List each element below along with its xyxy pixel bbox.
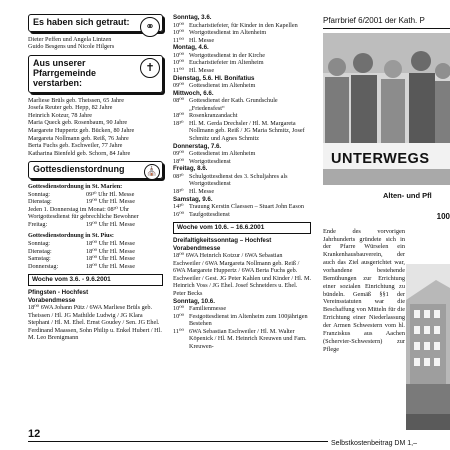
- st-pius-row: Dienstag: 18⁰⁰ Uhr Hl. Messe: [28, 247, 135, 255]
- st-marien-heading: Gottesdienstordnung in St. Marien:: [28, 183, 123, 191]
- left-column: [28, 14, 163, 342]
- day-heading: Freitag, 8.6.: [173, 165, 208, 173]
- st-pius-row: Donnerstag: 18⁰⁰ Uhr Hl. Messe: [28, 262, 135, 270]
- schedule-block: [173, 165, 311, 195]
- rings-icon: ⚭: [140, 17, 160, 37]
- pfingsten-event: 18⁰⁰ 6WA Johann Pütz / 6WA Marliese Brüls geb. Theissen / Hl. JG Mathilde Ludwig / JG Klara Stephani / Hl. M. Ehel. Ernst Goudey / Sen. JG Ehel. Ferdinand Maassen, Sohn Philip u. Enkel Hubert / Hl. M. Leo Brenigmann: [28, 304, 162, 342]
- schedule-event: 09⁰⁰ Gottesdienst im Altenheim: [173, 150, 256, 158]
- schedule-event: 18³⁰ Hl. M. Gerda Drechsler / Hl. M. Margareta Nollmann geb. Reiß / JG Maria Schmitz, Josef Schmitz und Agnes Schmitz: [173, 119, 305, 142]
- schedule-block: [173, 196, 311, 219]
- cost-note: Selbstkostenbeitrag DM 1,–: [331, 440, 417, 447]
- schedule-event: 18⁰⁰ Wortgottesdienst: [173, 157, 231, 165]
- cross-icon: ✝: [140, 58, 160, 78]
- schedule-event: 08³⁰ Schulgottesdienst des 3. Schuljahres als Wortgottesdienst: [173, 172, 288, 188]
- st-marien-row: Sonntag: 09³⁰ Uhr Hl. Messe: [28, 190, 135, 198]
- st-marien-note: Jeden 1. Donnerstag im Monat: 08³⁰ Uhr Wortgottesdienst für gebrechliche Bewohner: [28, 205, 139, 221]
- schedule-event: 10⁰⁰ Eucharistiefeier im Altenheim: [173, 59, 264, 67]
- building-photo: [406, 264, 450, 430]
- schedule-block: [173, 143, 311, 166]
- wedding-title: Es haben sich getraut:: [33, 17, 130, 27]
- week-box-middle: Woche vom 10.6. – 16.6.2001: [173, 222, 311, 234]
- wedding-box: [28, 14, 163, 32]
- vorabendmesse-heading: Vorabendmesse: [173, 244, 221, 252]
- schedule-event: 11⁰⁰ Hl. Messe: [173, 66, 215, 74]
- footer-rule: [28, 441, 328, 442]
- day-heading: Donnerstag, 7.6.: [173, 142, 222, 150]
- schedule-event: 08⁰⁰ Gottesdienst der Kath. Grundschule „Friedensfest“: [173, 97, 278, 112]
- wedding-list: Dieter Peffen und Angela Lintzen Guido Besgens und Nicole Hilgers: [28, 35, 115, 51]
- day-heading: Samstag, 9.6.: [173, 195, 213, 203]
- schedule-block: [173, 44, 311, 74]
- schedule-event: 11⁰⁰ 6WA Sebastian Eschweiler / Hl. M. Walter Köpenick / Hl. M. Heinrich Kreuwen und Fam. Kreuwen-: [173, 327, 307, 350]
- st-pius-heading: Gottesdienstordnung in St. Pius:: [28, 232, 114, 240]
- deceased-title: Aus unserer Pfarrgemeinde verstarben:: [33, 58, 97, 88]
- people-photo: [323, 33, 450, 185]
- vorabend-event: 18⁰⁰ 6WA Heinrich Kotzur / 6WA Sebastian Eschweiler / 6WA Margareta Nollmann geb. Reiß / 6WA Margarete Huppertz / 6WA Berta Fuchs geb. Eschweiler / Gest. JG Peter Kahlen und Kinder / Hl. M. Heinrich Voss / JG Ehel. Josef Schneiders u. Ehel. Peter Becks: [173, 252, 311, 297]
- deceased-list: Marliese Brüls geb. Theissen, 65 Jahre Josefa Reuter geb. Hepp, 82 Jahre Heinrich Kotzur, 78 Jahre Maria Queck geb. Rosenbaum, 90 Jahre Margarete Huppertz geb. Bücken, 80 Jahre Margareta Nollmann geb. Reiß, 76 Jahre Berta Fuchs geb. Eschweiler, 77 Jahre Katharina Bienfeld geb. Schorn, 84 Jahre: [28, 96, 135, 157]
- st-pius-row: Sonntag: 18⁰⁰ Uhr Hl. Messe: [28, 240, 135, 248]
- service-order-title: Gottesdienstordnung: [33, 164, 125, 175]
- schedule-event: 10⁰⁰ Wortgottesdienst im Altenheim: [173, 29, 267, 37]
- schedule-event: 18³⁰ Hl. Messe: [173, 187, 215, 195]
- right-column: [323, 14, 450, 450]
- article-subtitle: Alten- und Pfl: [383, 190, 432, 200]
- schedule-block: [173, 90, 311, 143]
- vorabendmesse-heading: Vorabendmesse: [28, 296, 76, 304]
- schedule-block: [173, 75, 311, 90]
- schedule-event: 10⁰⁰ Eucharistiefeier, für Kinder in den Kapellen: [173, 21, 298, 29]
- st-marien-row: Dienstag: 19⁰⁰ Uhr Hl. Messe: [28, 198, 135, 206]
- st-pius-row: Samstag: 18⁰⁰ Uhr Hl. Messe: [28, 255, 135, 263]
- pfingsten-heading: Pfingsten - Hochfest: [28, 289, 89, 297]
- church-icon: ⛪: [144, 164, 160, 180]
- schedule-event: 09⁰⁰ Gottesdienst im Altenheim: [173, 82, 256, 90]
- schedule-event: 16⁰⁰ Taufgottesdienst: [173, 210, 230, 218]
- week-box-left: Woche vom 3.6. - 9.6.2001: [28, 274, 163, 286]
- day-heading: Sonntag, 10.6.: [173, 297, 215, 305]
- schedule-event: 18⁰⁰ Rosenkranzandacht: [173, 112, 238, 120]
- st-marien-row: Freitag: 19⁰⁰ Uhr Hl. Messe: [28, 220, 135, 228]
- day-heading: Dienstag, 5.6. Hl. Bonifatius: [173, 74, 255, 82]
- day-heading: Montag, 4.6.: [173, 44, 209, 52]
- header-rule: [323, 28, 450, 29]
- middle-column: [173, 14, 311, 350]
- schedule-event: 10⁰⁰ Familienmesse: [173, 305, 227, 313]
- trinity-heading: Dreifaltigkeitssonntag – Hochfest: [173, 237, 272, 244]
- article-number: 100: [436, 211, 450, 221]
- unterwegs-banner: UNTERWEGS: [331, 150, 430, 167]
- schedule-event: 11⁰⁰ Hl. Messe: [173, 36, 215, 44]
- article-body: Ende des vorvorigen Jahrhunderts gründete sich in der Pfarre Würselen ein Krankenhausbauverein, der auch das Ziel ausgerichtet war, vorhandene bestehende Bemühungen zur Errichtung einer sozialen Einrichtung zu bündeln. Gemäß §§1 der Vereinsstatuten war die Beschaffung von Mitteln für die Errichtung einer Niederlassung der Armen Schwestern vom hl. Franziskus aus Aachen (Schervier-Schwestern) zur Pflege: [323, 227, 405, 353]
- service-order-box: [28, 161, 163, 179]
- newsletter-header: Pfarrbrief 6/2001 der Kath. P: [323, 16, 425, 25]
- day-heading: Sonntag, 3.6.: [173, 14, 212, 21]
- page-number: 12: [28, 428, 41, 440]
- deceased-box: [28, 55, 163, 93]
- schedule-event: 10⁰⁰ Wortgottesdienst in der Kirche: [173, 51, 265, 59]
- day-heading: Mittwoch, 6.6.: [173, 89, 214, 97]
- schedule-event: 10⁰⁰ Festgottesdienst im Altenheim zum 100jährigen Bestehen: [173, 312, 308, 328]
- schedule-block: [173, 14, 311, 44]
- schedule-event: 14³⁰ Trauung Kerstin Claessen – Stuart John Eason: [173, 203, 304, 211]
